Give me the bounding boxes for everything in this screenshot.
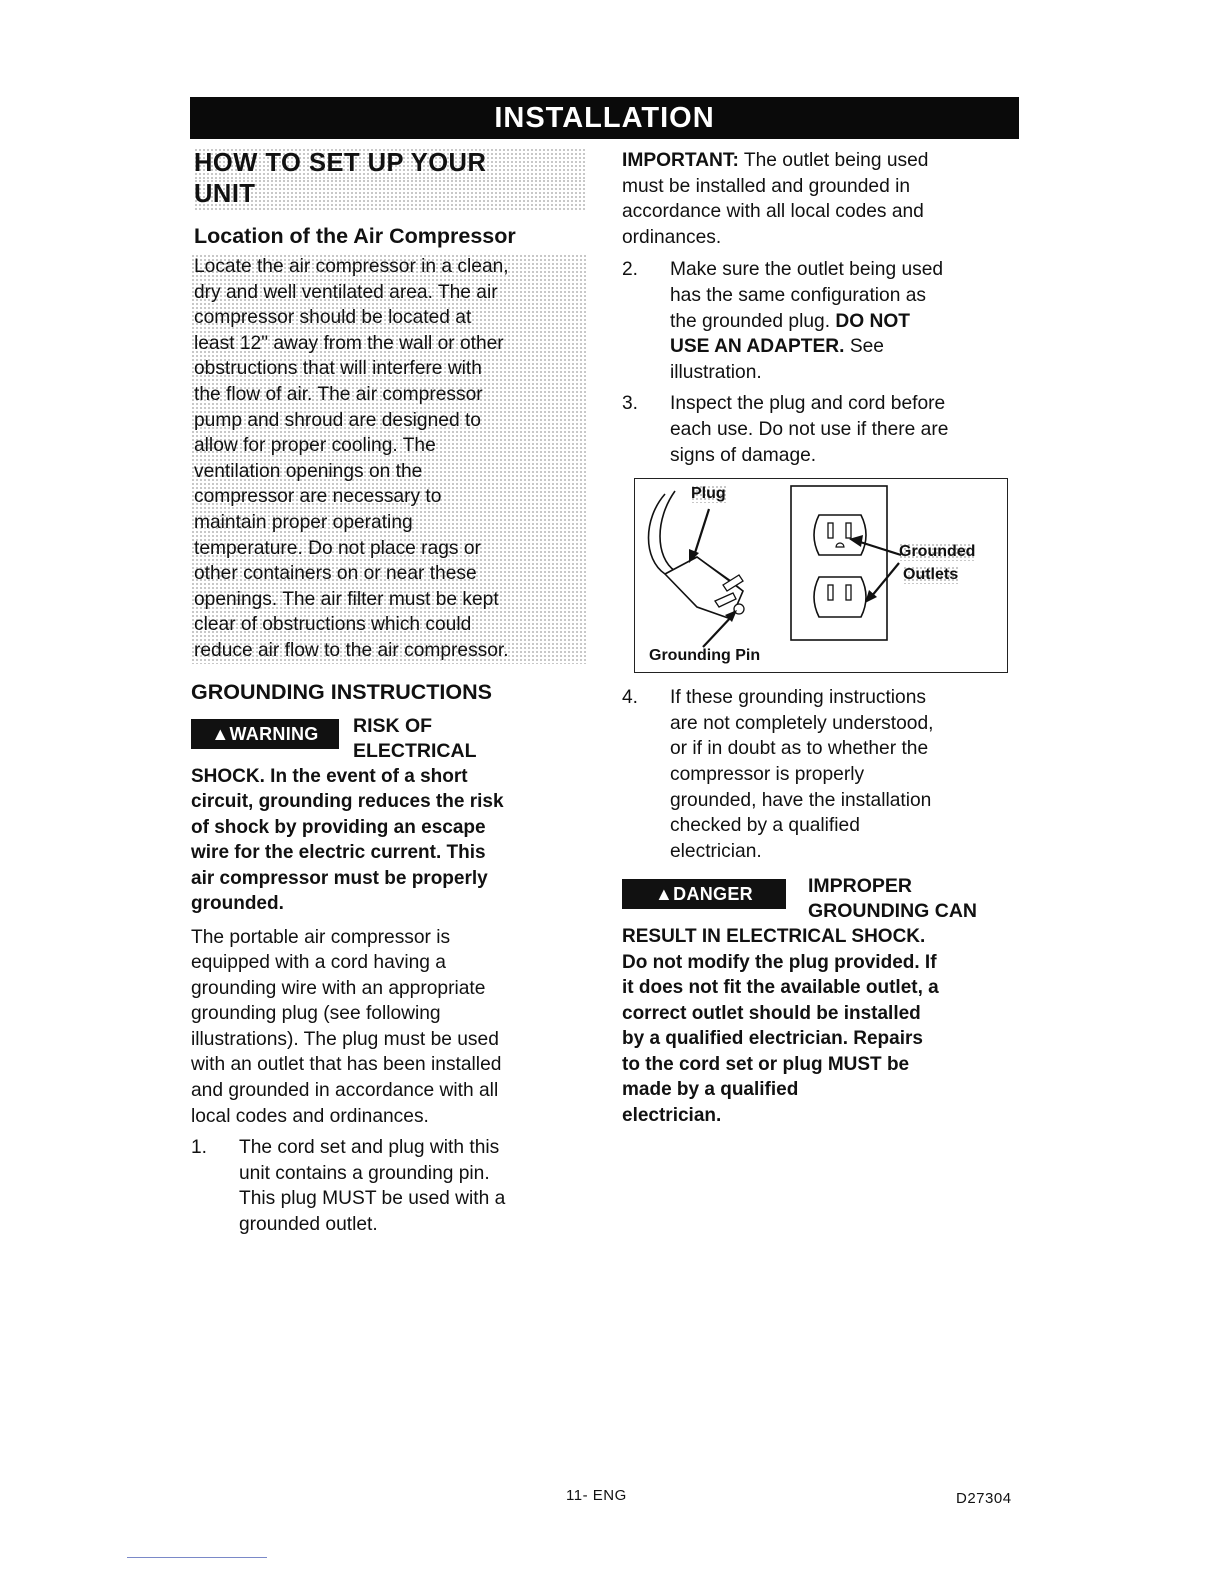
step-2 — [622, 257, 1022, 385]
danger-block — [622, 874, 1022, 924]
adapter-emphasis: USE AN ADAPTER. — [670, 336, 845, 358]
plug-outlet-illustration — [634, 478, 1008, 673]
location-paragraph — [191, 254, 587, 664]
step-text — [670, 685, 933, 864]
text-line: clear of obstructions which could — [194, 614, 472, 636]
grounding-pin-label: Grounding Pin — [649, 647, 761, 665]
steps-right — [622, 257, 1022, 468]
text-line: other containers on or near these — [194, 563, 477, 585]
steps-left — [191, 1135, 587, 1237]
text-line: made by a qualified — [622, 1079, 799, 1101]
text-line: The portable air compressor is — [191, 926, 451, 948]
text-line: illustrations). The plug must be used — [191, 1028, 499, 1050]
step-4 — [622, 685, 1022, 864]
text-line — [670, 309, 943, 335]
left-column — [191, 148, 587, 1238]
text-line: wire for the electric current. This — [191, 842, 486, 863]
text-line: grounded. — [191, 893, 284, 914]
text-line: Make sure the outlet being used — [670, 259, 944, 281]
text-line: air compressor must be properly — [191, 867, 488, 889]
text-line: unit contains a grounding pin. — [239, 1162, 490, 1184]
step2-line4: See — [844, 336, 884, 358]
step-text — [670, 257, 943, 385]
text-line: compressor is properly — [670, 763, 865, 785]
step-number: 4. — [622, 687, 639, 709]
text-line: grounded, have the installation — [670, 789, 932, 811]
text-line: grounded outlet. — [239, 1214, 378, 1236]
grounded-label: Grounded — [899, 543, 976, 561]
text-line: Inspect the plug and cord before — [670, 393, 946, 415]
text-line — [622, 148, 1022, 174]
text-line: ventilation openings on the — [194, 460, 423, 482]
text-line: or if in doubt as to whether the — [670, 738, 929, 760]
text-line: of shock by providing an escape — [191, 816, 486, 838]
text-line: illustration. — [670, 361, 762, 383]
text-line: to the cord set or plug MUST be — [622, 1053, 910, 1075]
text-line: openings. The air filter must be kept — [194, 588, 499, 610]
danger-text — [622, 924, 1022, 1128]
step-3 — [622, 391, 1022, 468]
text-line: Do not modify the plug provided. If — [622, 951, 937, 973]
text-line: electrician. — [622, 1104, 722, 1126]
text-line: electrician. — [670, 840, 762, 862]
text-line: each use. Do not use if there are — [670, 418, 949, 440]
do-not-emphasis: DO NOT — [835, 310, 910, 332]
text-line: RESULT IN ELECTRICAL SHOCK. — [622, 926, 926, 948]
danger-heading-line2: GROUNDING CAN — [808, 900, 977, 923]
footnote-divider — [127, 1557, 267, 1558]
text-line: compressor should be located at — [194, 307, 472, 329]
text-line: grounding plug (see following — [191, 1003, 441, 1025]
step-text — [670, 391, 948, 468]
important-label: IMPORTANT: — [622, 150, 739, 171]
text-line: grounding wire with an appropriate — [191, 977, 486, 999]
warning-heading — [353, 714, 477, 764]
step-number: 3. — [622, 393, 639, 415]
step-number: 1. — [191, 1137, 208, 1159]
step-text — [239, 1135, 505, 1237]
text-line: are not completely understood, — [670, 712, 934, 734]
important-paragraph — [622, 148, 1022, 250]
text-line: The cord set and plug with this — [239, 1137, 500, 1159]
text-line: Locate the air compressor in a clean, — [194, 256, 509, 277]
text-line: signs of damage. — [670, 444, 817, 466]
document-code: D27304 — [956, 1490, 1012, 1507]
setup-heading-line2: UNIT — [194, 179, 587, 210]
setup-heading-line1: HOW TO SET UP YOUR — [194, 148, 587, 179]
text-line: ordinances. — [622, 226, 722, 248]
text-line: local codes and ordinances. — [191, 1105, 429, 1127]
text-line: This plug MUST be used with a — [239, 1188, 506, 1210]
text-line: it does not fit the available outlet, a — [622, 977, 939, 999]
danger-heading — [808, 874, 977, 924]
text-line: checked by a qualified — [670, 815, 860, 837]
danger-badge: ▲DANGER — [622, 879, 786, 909]
warning-heading-line2: ELECTRICAL — [353, 739, 477, 762]
outlets-label: Outlets — [903, 566, 959, 584]
text-line: allow for proper cooling. The — [194, 435, 436, 457]
warning-text — [191, 764, 587, 917]
text-line: obstructions that will interfere with — [194, 358, 482, 380]
step-number: 2. — [622, 259, 639, 281]
grounding-heading: GROUNDING INSTRUCTIONS — [191, 679, 492, 704]
text-line: circuit, grounding reduces the risk — [191, 791, 504, 812]
step2-line3: the grounded plug. — [670, 310, 836, 332]
warning-heading-line1: RISK OF — [353, 714, 433, 737]
text-line: pump and shroud are designed to — [194, 409, 481, 431]
text-line: has the same configuration as — [670, 284, 926, 306]
step-1 — [191, 1135, 587, 1237]
important-first-line: The outlet being used — [738, 150, 929, 171]
text-line: dry and well ventilated area. The air — [194, 281, 498, 303]
text-line — [670, 334, 943, 360]
section-banner: INSTALLATION — [190, 97, 1019, 139]
text-line: and grounded in accordance with all — [191, 1080, 499, 1102]
warning-badge: ▲WARNING — [191, 719, 339, 749]
text-line: SHOCK. In the event of a short — [191, 765, 468, 787]
location-heading: Location of the Air Compressor — [194, 224, 516, 248]
text-line: temperature. Do not place rags or — [194, 537, 481, 559]
steps-right-continued — [622, 685, 1022, 864]
page-number: 11- ENG — [566, 1487, 627, 1504]
text-line: equipped with a cord having a — [191, 952, 446, 974]
right-column — [622, 148, 1022, 1128]
text-line: by a qualified electrician. Repairs — [622, 1028, 923, 1050]
text-line: compressor are necessary to — [194, 486, 442, 508]
text-line: If these grounding instructions — [670, 687, 926, 709]
text-line: correct outlet should be installed — [622, 1002, 921, 1024]
setup-heading — [191, 148, 587, 210]
text-line: maintain proper operating — [194, 511, 413, 533]
warning-block — [191, 714, 587, 764]
text-line: accordance with all local codes and — [622, 201, 924, 223]
text-line: reduce air flow to the air compressor. — [194, 639, 509, 661]
plug-label: Plug — [691, 485, 726, 503]
text-line: must be installed and grounded in — [622, 175, 911, 197]
danger-heading-line1: IMPROPER — [808, 875, 913, 898]
text-line: with an outlet that has been installed — [191, 1054, 502, 1076]
portable-paragraph — [191, 925, 587, 1130]
text-line: the flow of air. The air compressor — [194, 383, 483, 405]
text-line: least 12" away from the wall or other — [194, 332, 504, 354]
